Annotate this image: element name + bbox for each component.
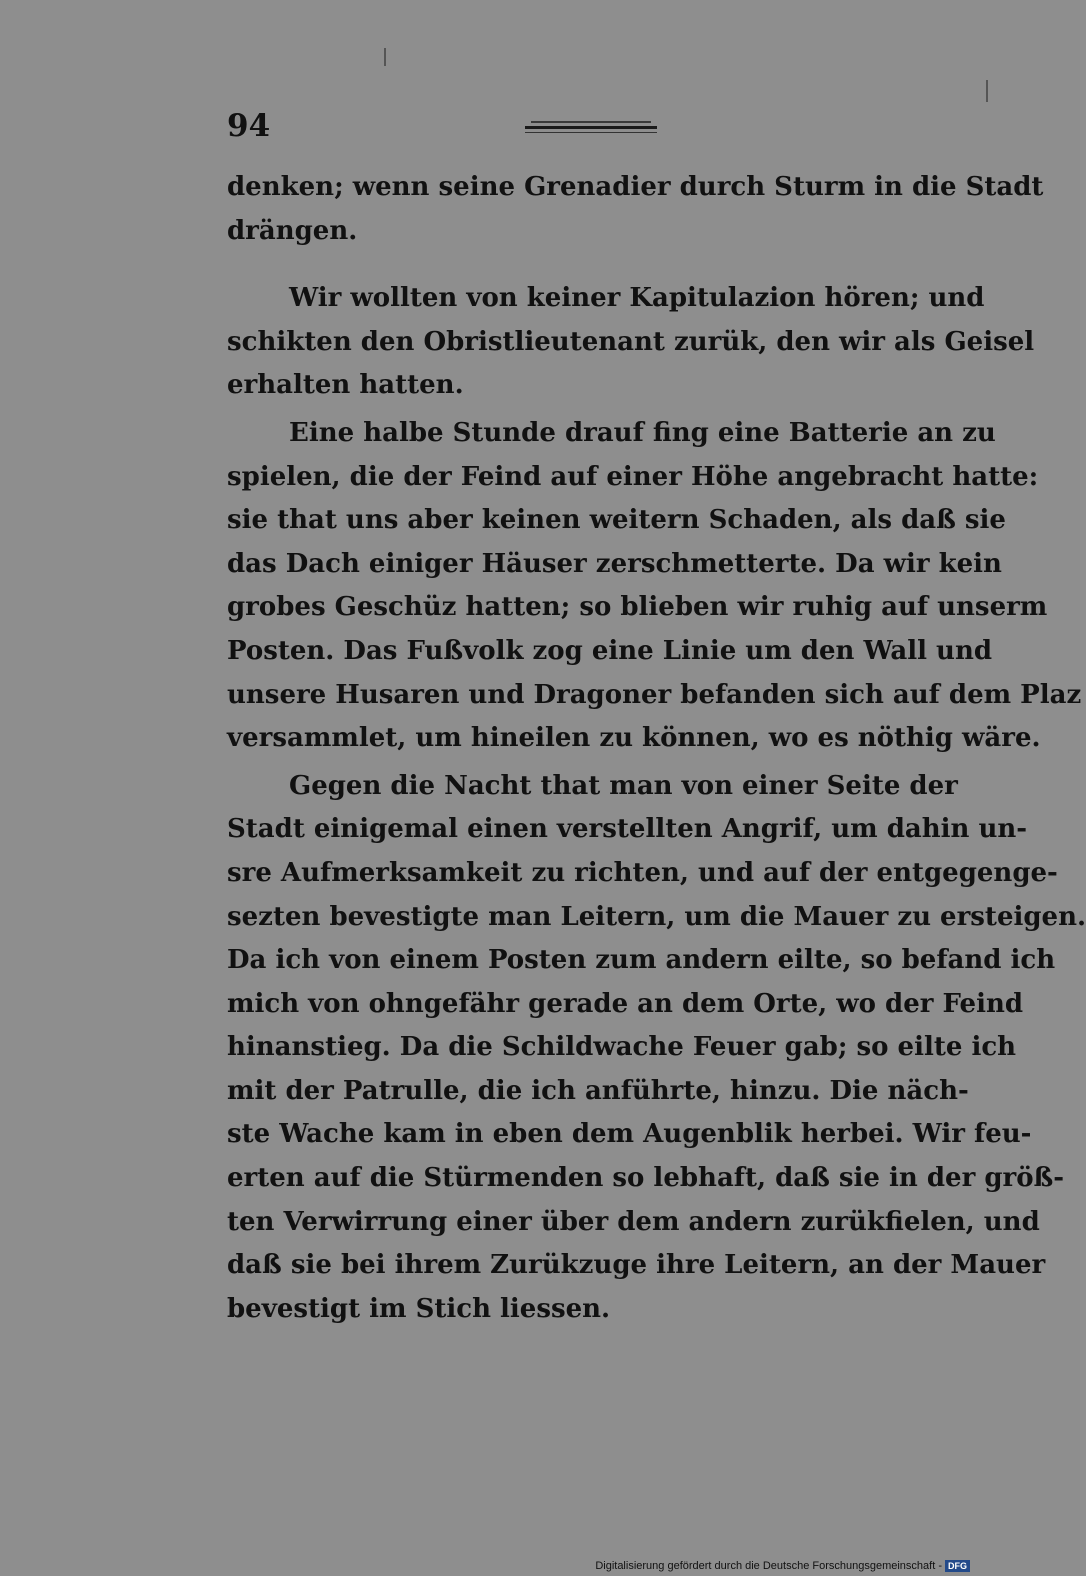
header-ornament-rule [525, 118, 657, 136]
text-line: ste Wache kam in eben dem Augenblik herbei. Wir feu- [227, 1119, 1032, 1150]
text-line: sre Aufmerksamkeit zu richten, und auf der entgegenge- [227, 857, 1058, 888]
text-line: mich von ohngefähr gerade an dem Orte, wo der Feind [227, 988, 1024, 1019]
text-line: sie that uns aber keinen weitern Schaden, als daß sie [227, 505, 1006, 536]
text-line: Posten. Das Fußvolk zog eine Linie um den Wall und [227, 635, 993, 666]
text-line: Wir wollten von keiner Kapitulazion hören; und [289, 283, 985, 314]
text-line: Gegen die Nacht that man von einer Seite der [289, 770, 958, 801]
page-header [227, 108, 657, 148]
text-line: Stadt einigemal einen verstellten Angrif, um dahin un- [227, 814, 1028, 845]
text-line: daß sie bei ihrem Zurükzuge ihre Leitern, an der Mauer [227, 1250, 1046, 1281]
body-text [227, 166, 1086, 1331]
text-line: mit der Patrulle, die ich anführte, hinzu. Die näch- [227, 1075, 969, 1106]
text-line: das Dach einiger Häuser zerschmetterte. Da wir kein [227, 548, 1002, 579]
text-line: Da ich von einem Posten zum andern eilte, so befand ich [227, 945, 1056, 976]
text-line: erten auf die Stürmenden so lebhaft, daß sie in der größ- [227, 1163, 1065, 1194]
page-number: 94 [227, 108, 271, 144]
dfg-logo: DFG [945, 1560, 970, 1572]
footer-credit: Digitalisierung gefördert durch die Deutsche Forschungsgemeinschaft - [595, 1560, 942, 1572]
text-line: versammlet, um hineilen zu können, wo es nöthig wäre. [227, 723, 1041, 754]
text-line: spielen, die der Feind auf einer Höhe angebracht hatte: [227, 461, 1039, 492]
scan-speck [986, 80, 988, 102]
text-line: ten Verwirrung einer über dem andern zurükfielen, und [227, 1206, 1040, 1237]
scan-speck [384, 48, 386, 66]
text-line: hinanstieg. Da die Schildwache Feuer gab; so eilte ich [227, 1032, 1017, 1063]
text-line: sezten bevestigte man Leitern, um die Mauer zu ersteigen. [227, 901, 1086, 932]
text-line: schikten den Obristlieutenant zurük, den wir als Geisel [227, 326, 1035, 357]
text-line: drängen. [227, 215, 358, 246]
text-line: erhalten hatten. [227, 370, 464, 401]
digitization-footer [595, 1560, 970, 1572]
text-line: denken; wenn seine Grenadier durch Sturm in die Stadt [227, 172, 1044, 202]
text-line: grobes Geschüz hatten; so blieben wir ruhig auf unserm [227, 592, 1048, 623]
text-line: bevestigt im Stich liessen. [227, 1293, 611, 1324]
text-line: unsere Husaren und Dragoner befanden sich auf dem Plaz [227, 679, 1082, 710]
text-line: Eine halbe Stunde drauf fing eine Batterie an zu [289, 417, 996, 448]
